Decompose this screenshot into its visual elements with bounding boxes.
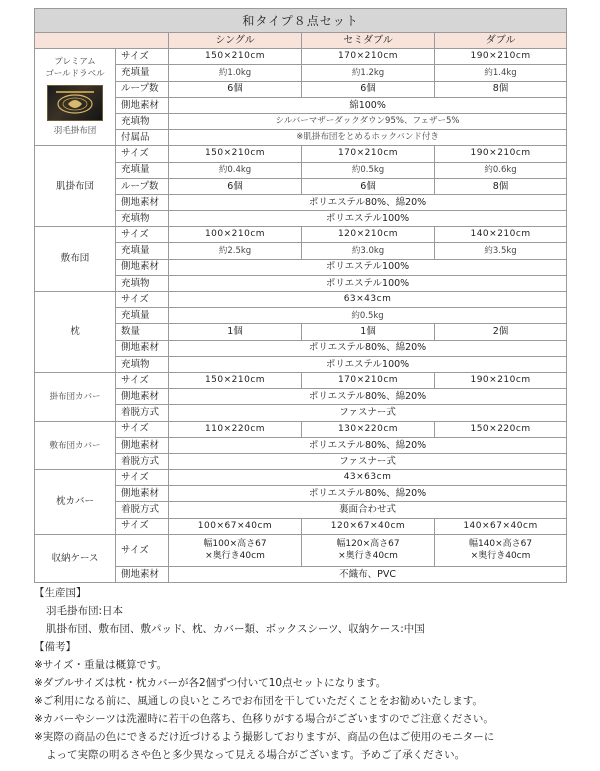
item-name-storage: 収納ケース [35, 534, 116, 582]
remark-line: ※ご利用になる前に、風通しの良いところでお布団を干していただくことをお勧めいたします。 [34, 695, 483, 707]
table-row [35, 146, 567, 162]
item-name-shiki: 敷布団 [35, 227, 116, 292]
attr-label: サイズ [116, 292, 169, 308]
origin-line: 羽毛掛布団:日本 [46, 605, 124, 617]
cell-value: 6個 [169, 178, 302, 194]
cell-value: 8個 [435, 81, 567, 97]
attr-label: 着脱方式 [116, 405, 169, 421]
cell-value: 170×210cm [302, 146, 435, 162]
cell-value: ポリエステル80%、綿20% [169, 194, 567, 210]
attr-label: 側地素材 [116, 389, 169, 405]
cell-value: 150×210cm [169, 146, 302, 162]
attr-label: 側地素材 [116, 340, 169, 356]
cell-line: 幅100×高さ67 [203, 539, 267, 550]
cell-value: 約2.5kg [169, 243, 302, 259]
attr-label: サイズ [116, 518, 169, 534]
origin-heading: 【生産国】 [34, 587, 87, 599]
item-cell-kakecover [35, 372, 116, 421]
cell-value: 不織布、PVC [169, 566, 567, 582]
remark-line: ※カバーやシーツは洗濯時に若干の色落ち、色移りがする場合がございますのでご注意ください。 [34, 713, 494, 725]
attr-label: サイズ [116, 470, 169, 486]
cell-value: 120×67×40cm [302, 518, 435, 534]
size-header-single: シングル [169, 33, 302, 49]
attr-label: ループ数 [116, 178, 169, 194]
cell-value: ポリエステル100% [169, 259, 567, 275]
attr-label: サイズ [116, 372, 169, 388]
brand-line2: ゴールドラベル [45, 68, 105, 79]
cell-value: 110×220cm [169, 421, 302, 437]
table-row [35, 227, 567, 243]
cell-value: 130×220cm [302, 421, 435, 437]
header-corner [35, 33, 169, 49]
attr-label: 側地素材 [116, 194, 169, 210]
cell-value: 約0.6kg [435, 162, 567, 178]
cell-value: ポリエステル100% [169, 211, 567, 227]
cell-value: 約1.2kg [302, 65, 435, 81]
cell-line: ×奥行き40cm [338, 551, 398, 562]
brand-line1: プレミアム [54, 57, 96, 68]
remark-line: ※ダブルサイズは枕・枕カバーが各2個ずつ付いて10点セットになります。 [34, 677, 387, 689]
cell-value: 約3.0kg [302, 243, 435, 259]
table-row [35, 292, 567, 308]
cell-value-multiline [435, 534, 567, 566]
item-name-makura: 枕 [35, 292, 116, 373]
item-name-shikicover: 敷布団カバー [49, 440, 101, 451]
cell-value: 6個 [302, 81, 435, 97]
cell-value: 約3.5kg [435, 243, 567, 259]
cell-value-multiline [302, 534, 435, 566]
cell-value: 約1.4kg [435, 65, 567, 81]
table-title: 和タイプ８点セット [35, 9, 567, 33]
attr-label: 側地素材 [116, 97, 169, 113]
attr-label: サイズ [116, 534, 169, 566]
attr-label: 充填量 [116, 162, 169, 178]
attr-label: 充填量 [116, 65, 169, 81]
cell-value: 150×210cm [169, 372, 302, 388]
cell-value: 約0.5kg [302, 162, 435, 178]
origin-line: 肌掛布団、敷布団、敷パッド、枕、カバー類、ボックスシーツ、収納ケース:中国 [46, 623, 425, 635]
cell-value: 約0.5kg [169, 308, 567, 324]
cell-value: 8個 [435, 178, 567, 194]
cell-value: 1個 [169, 324, 302, 340]
item-name-pillowcover: 枕カバー [35, 470, 116, 535]
size-header-double: ダブル [435, 33, 567, 49]
item-cell-hane [35, 49, 116, 146]
cell-value: ポリエステル80%、綿20% [169, 340, 567, 356]
cell-value: 1個 [302, 324, 435, 340]
remark-line: ※実際の商品の色にできるだけ近づけるよう撮影しておりますが、商品の色はご使用のモニターに [34, 731, 495, 743]
attr-label: 充填物 [116, 211, 169, 227]
cell-value: 100×67×40cm [169, 518, 302, 534]
item-name-hada: 肌掛布団 [35, 146, 116, 227]
attr-label: ループ数 [116, 81, 169, 97]
cell-value: 170×210cm [302, 372, 435, 388]
cell-value: ポリエステル80%、綿20% [169, 486, 567, 502]
cell-value: 190×210cm [435, 49, 567, 65]
cell-value: 綿100% [169, 97, 567, 113]
cell-value: 約0.4kg [169, 162, 302, 178]
item-name-kakecover: 掛布団カバー [49, 391, 101, 402]
cell-value: 裏面合わせ式 [169, 502, 567, 518]
attr-label: 着脱方式 [116, 502, 169, 518]
table-row [35, 421, 567, 437]
attr-label: 充填物 [116, 113, 169, 129]
cell-value: 約1.0kg [169, 65, 302, 81]
table-row [35, 372, 567, 388]
table-row [35, 49, 567, 65]
cell-value: ポリエステル80%、綿20% [169, 389, 567, 405]
cell-value: ポリエステル100% [169, 356, 567, 372]
cell-value: ※肌掛布団をとめるホックバンド付き [169, 130, 567, 146]
attr-label: 数量 [116, 324, 169, 340]
attr-label: 充填量 [116, 308, 169, 324]
attr-label: サイズ [116, 49, 169, 65]
remarks-heading: 【備考】 [34, 641, 76, 653]
cell-value: 43×63cm [169, 470, 567, 486]
cell-value-multiline [169, 534, 302, 566]
cell-value: 150×210cm [169, 49, 302, 65]
cell-value: 120×210cm [302, 227, 435, 243]
remark-line-continued: よって実際の明るさや色と多少異なって見える場合がございます。予めご了承ください。 [46, 749, 466, 761]
attr-label: サイズ [116, 421, 169, 437]
cell-value: 63×43cm [169, 292, 567, 308]
gold-label-image [47, 85, 103, 121]
spec-table [34, 8, 567, 583]
cell-value: 190×210cm [435, 372, 567, 388]
attr-label: 側地素材 [116, 259, 169, 275]
attr-label: 着脱方式 [116, 453, 169, 469]
cell-value: 140×67×40cm [435, 518, 567, 534]
attr-label: サイズ [116, 146, 169, 162]
item-name-hane: 羽毛掛布団 [53, 125, 97, 136]
attr-label: 充填物 [116, 275, 169, 291]
attr-label: 付属品 [116, 130, 169, 146]
attr-label: 充填量 [116, 243, 169, 259]
attr-label: サイズ [116, 227, 169, 243]
cell-value: ポリエステル100% [169, 275, 567, 291]
cell-value: ポリエステル80%、綿20% [169, 437, 567, 453]
cell-line: ×奥行き40cm [470, 551, 531, 562]
attr-label: 側地素材 [116, 437, 169, 453]
gold-label-emblem-icon [50, 88, 100, 118]
cell-value: ファスナー式 [169, 453, 567, 469]
cell-value: 100×210cm [169, 227, 302, 243]
cell-value: 6個 [169, 81, 302, 97]
cell-value: 190×210cm [435, 146, 567, 162]
size-header-semidouble: セミダブル [302, 33, 435, 49]
cell-line: ×奥行き40cm [205, 551, 265, 562]
notes-section [34, 584, 574, 764]
remark-line: ※サイズ・重量は概算です。 [34, 659, 168, 671]
table-row [35, 534, 567, 566]
attr-label: 側地素材 [116, 486, 169, 502]
cell-value: 140×210cm [435, 227, 567, 243]
cell-line: 幅120×高さ67 [336, 539, 400, 550]
cell-value: 6個 [302, 178, 435, 194]
attr-label: 側地素材 [116, 566, 169, 582]
cell-value: ファスナー式 [169, 405, 567, 421]
cell-value: 2個 [435, 324, 567, 340]
attr-label: 充填物 [116, 356, 169, 372]
cell-value: 170×210cm [302, 49, 435, 65]
cell-value: シルバーマザーダックダウン95%、フェザー5% [169, 113, 567, 129]
item-cell-shikicover [35, 421, 116, 470]
cell-line: 幅140×高さ67 [468, 539, 533, 550]
table-row [35, 470, 567, 486]
cell-value: 150×220cm [435, 421, 567, 437]
